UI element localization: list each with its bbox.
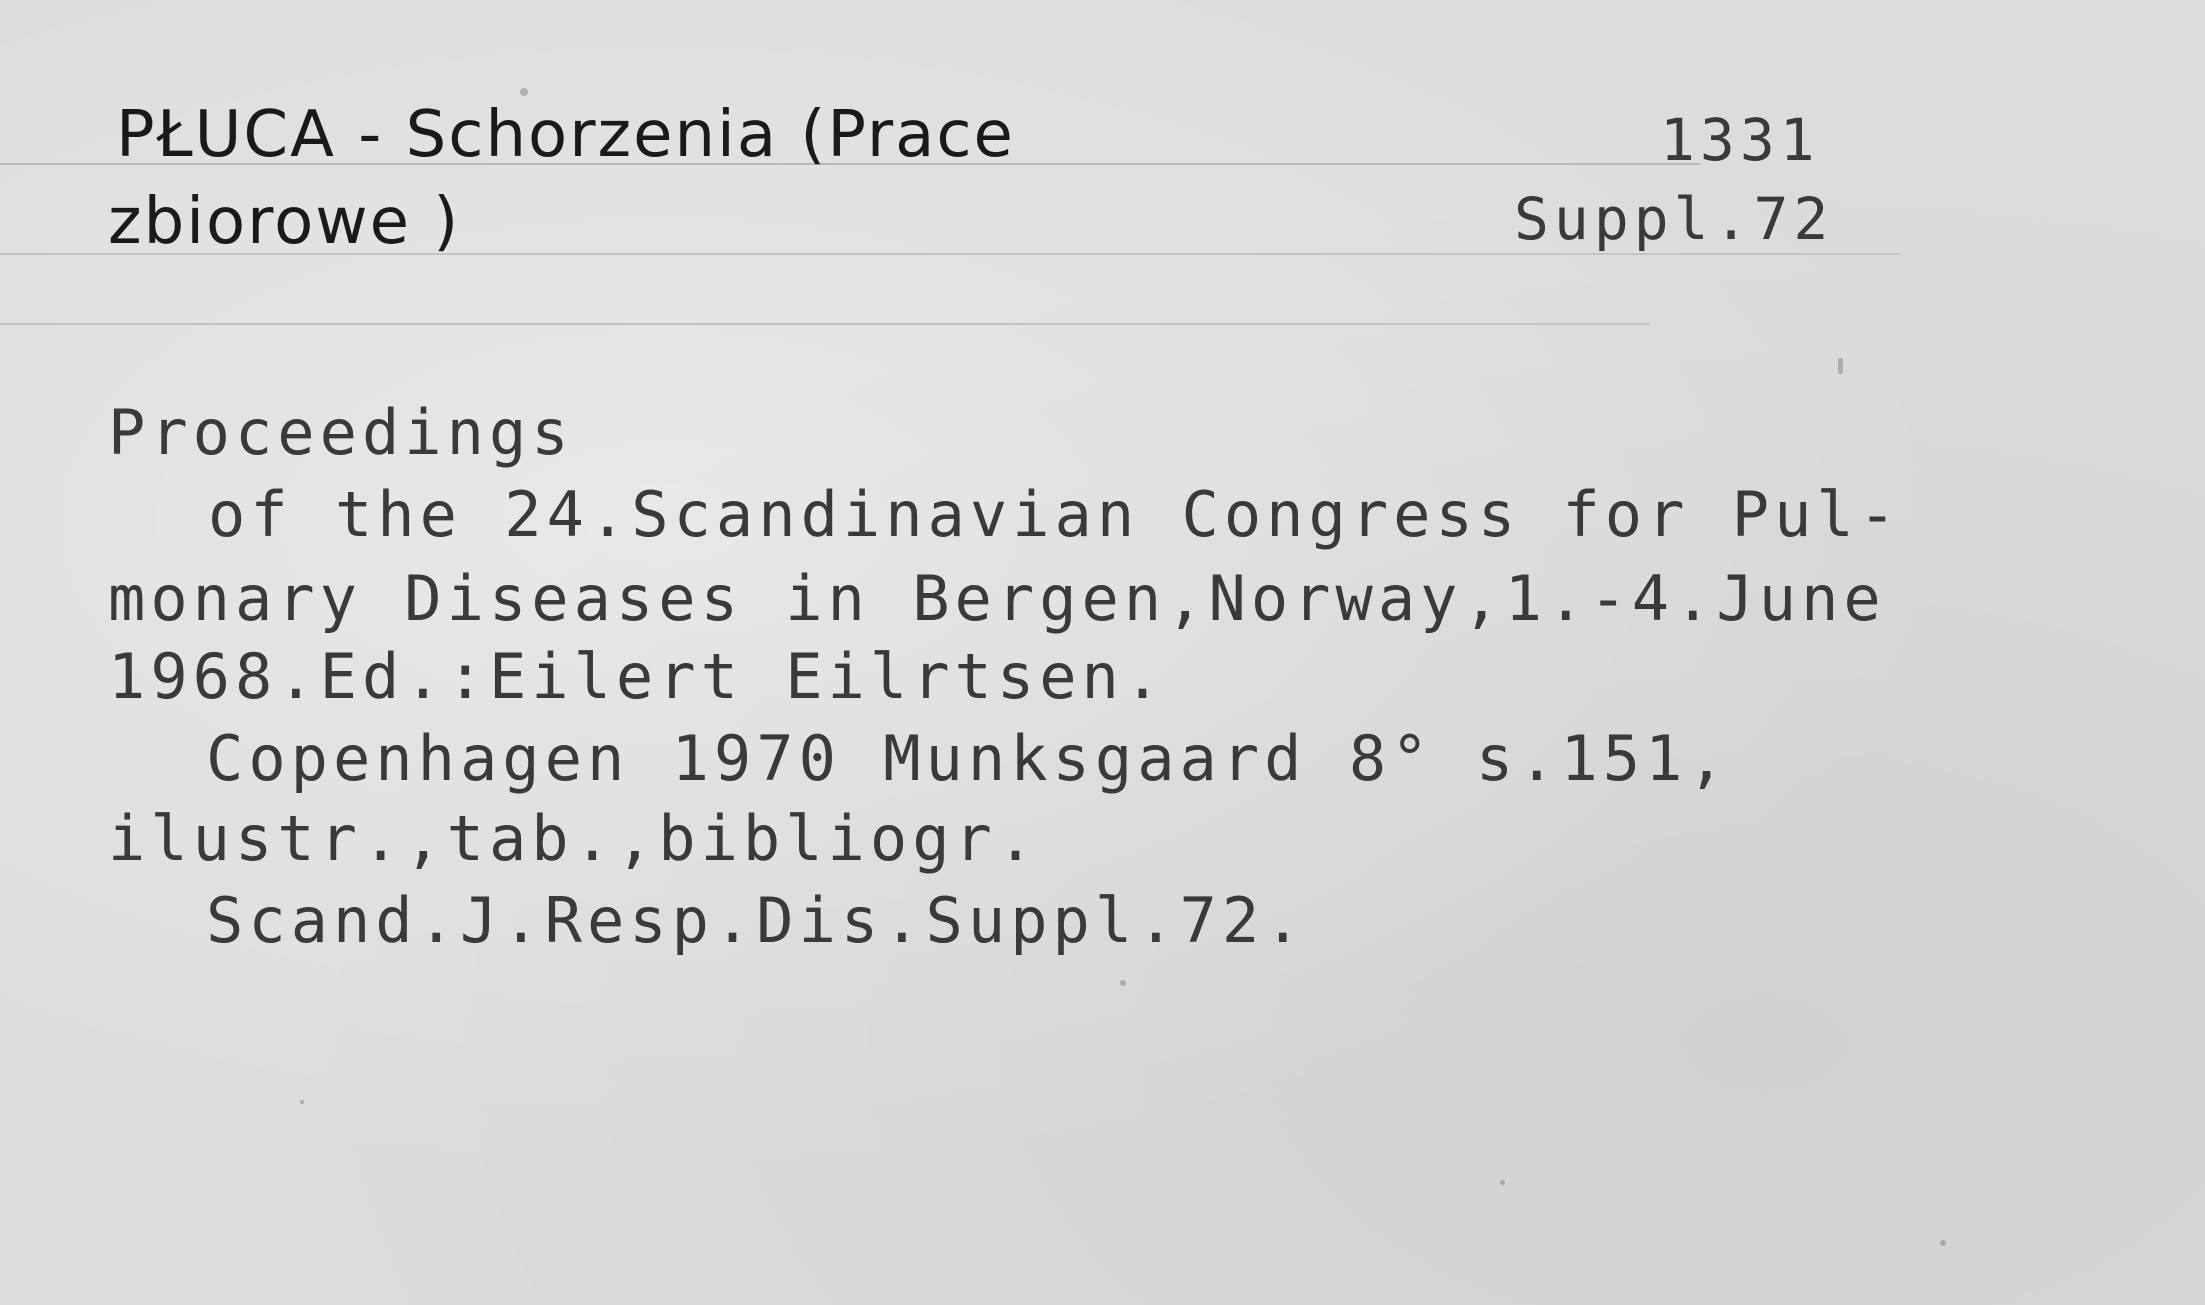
body-line: Copenhagen 1970 Munksgaard 8° s.151, [206, 722, 1730, 795]
body-line: Scand.J.Resp.Dis.Suppl.72. [206, 884, 1307, 957]
paper-speck [520, 88, 528, 96]
paper-speck [1120, 980, 1126, 986]
subject-heading-line-2: zbiorowe ) [108, 185, 461, 259]
body-line: of the 24.Scandinavian Congress for Pul- [208, 478, 1902, 551]
paper-speck [1940, 1240, 1946, 1246]
paper-speck [1500, 1180, 1505, 1185]
subject-heading-line-1: PŁUCA - Schorzenia (Prace [116, 98, 1015, 172]
paper-speck [1838, 358, 1843, 374]
body-line: monary Diseases in Bergen,Norway,1.-4.June [108, 562, 1886, 635]
body-line: ilustr.,tab.,bibliogr. [108, 802, 1040, 875]
call-supplement: Suppl.72 [1514, 185, 1834, 253]
body-line: 1968.Ed.:Eilert Eilrtsen. [108, 640, 1167, 713]
paper-speck [300, 1100, 304, 1104]
call-number: 1331 [1660, 106, 1820, 174]
card-ruled-line [0, 323, 1650, 325]
body-line: Proceedings [108, 396, 574, 469]
